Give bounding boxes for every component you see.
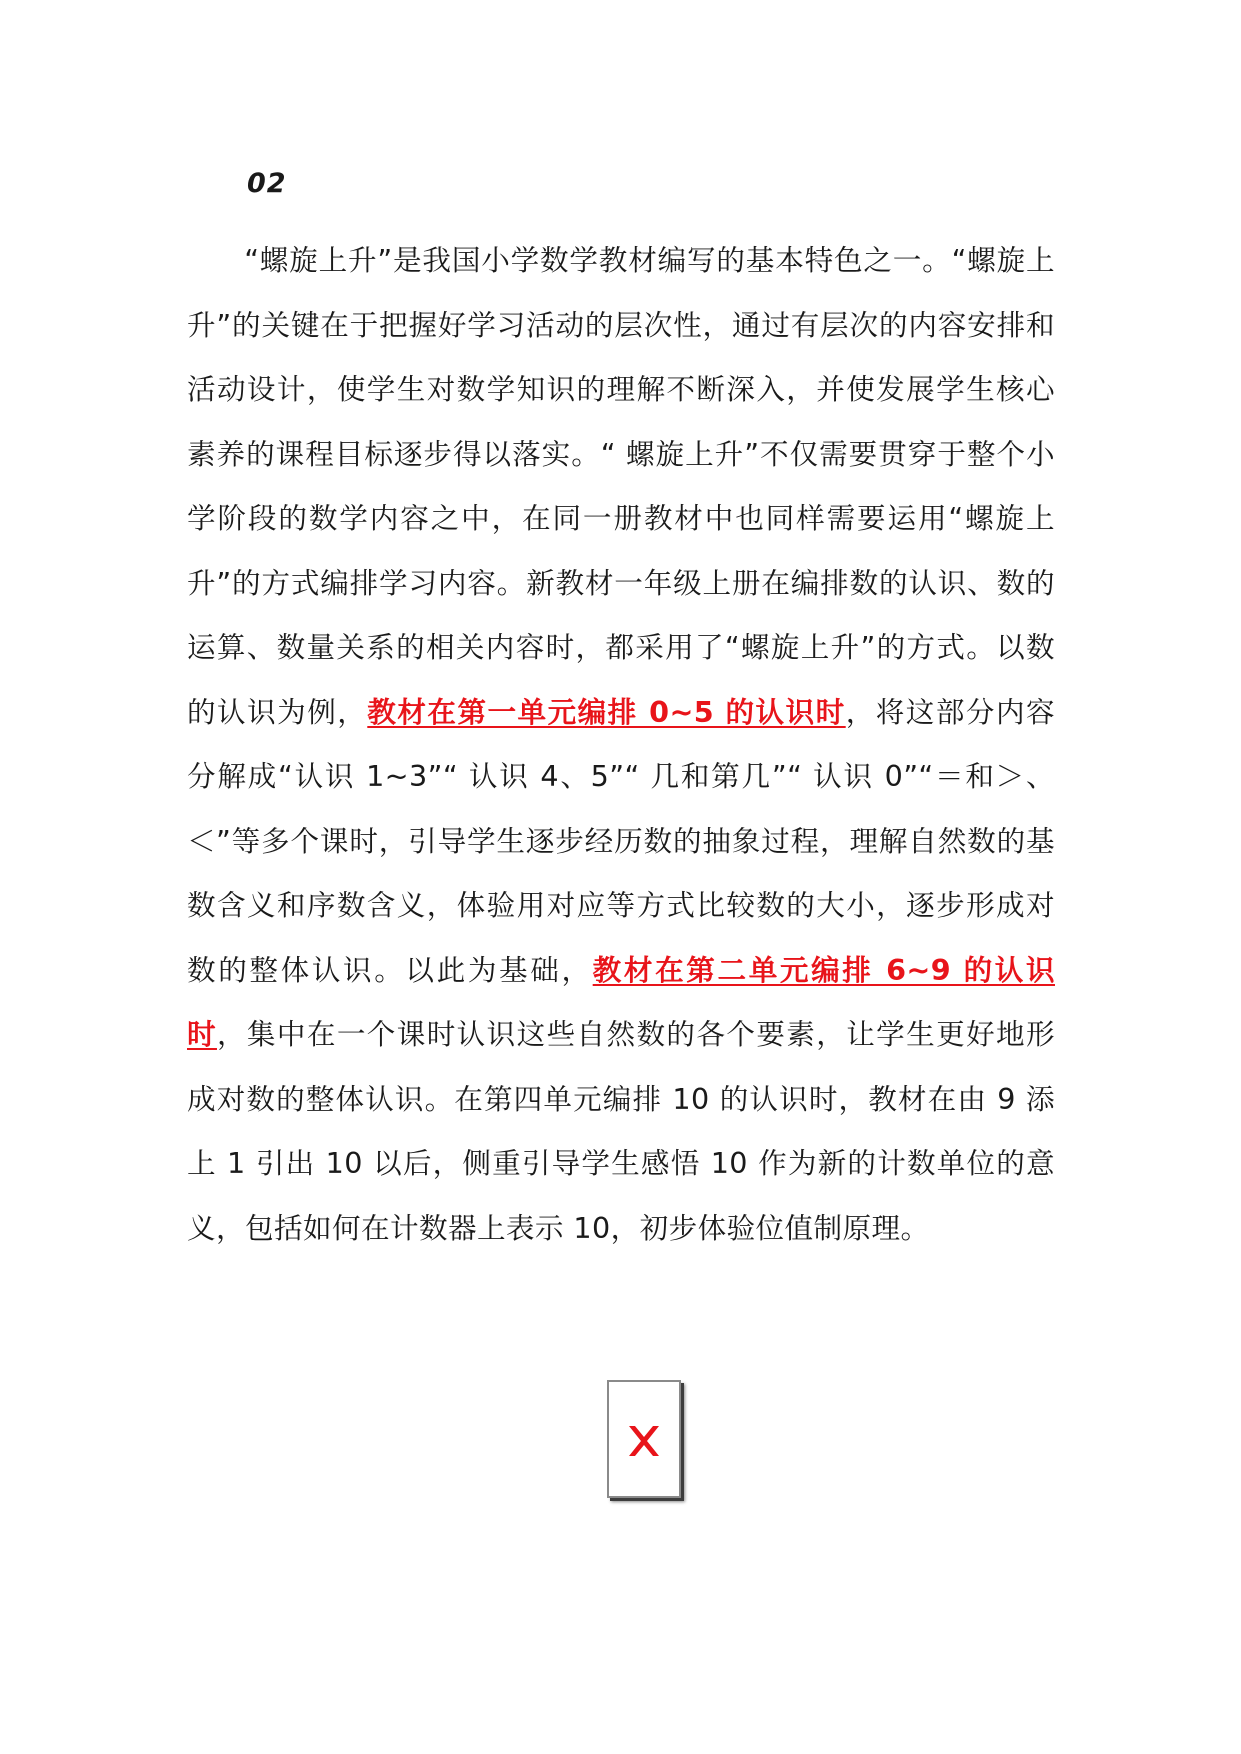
highlighted-text: 教材在第二单元编排 6~9 的认识时 <box>187 952 1055 1051</box>
highlighted-text: 教材在第一单元编排 0~5 的认识时 <box>367 694 846 729</box>
body-paragraph <box>187 228 1055 1260</box>
paragraph-text: ，将这部分内容分解成“认识 1~3”“ 认识 4、5”“ 几和第几”“ 认识 0”“＝和＞、＜”等多个课时，引导学生逐步经历数的抽象过程，理解自然数的基数含义和序数含义，体验用对应等方式比较数的大小，逐步形成对数的整体认识。以此为基础， <box>187 694 1055 987</box>
broken-image-placeholder <box>607 1380 681 1498</box>
paragraph-text: “螺旋上升”是我国小学数学教材编写的基本特色之一。“螺旋上升”的关键在于把握好学习活动的层次性，通过有层次的内容安排和活动设计，使学生对数学知识的理解不断深入，并使发展学生核心素养的课程目标逐步得以落实。“ 螺旋上升”不仅需要贯穿于整个小学阶段的数学内容之中，在同一册教材中也同样需要运用“螺旋上升”的方式编排学习内容。新教材一年级上册在编排数的认识、数的运算、数量关系的相关内容时，都采用了“螺旋上升”的方式。以数的认识为例， <box>187 243 1055 729</box>
paragraph-text: ，集中在一个课时认识这些自然数的各个要素，让学生更好地形成对数的整体认识。在第四单元编排 10 的认识时，教材在由 9 添上 1 引出 10 以后，侧重引导学生感悟 10 作为新的计数单位的意义，包括如何在计数器上表示 10，初步体验位值制原理。 <box>187 1017 1055 1245</box>
broken-image-icon <box>621 1422 667 1460</box>
section-number-heading: 02 <box>247 168 287 199</box>
